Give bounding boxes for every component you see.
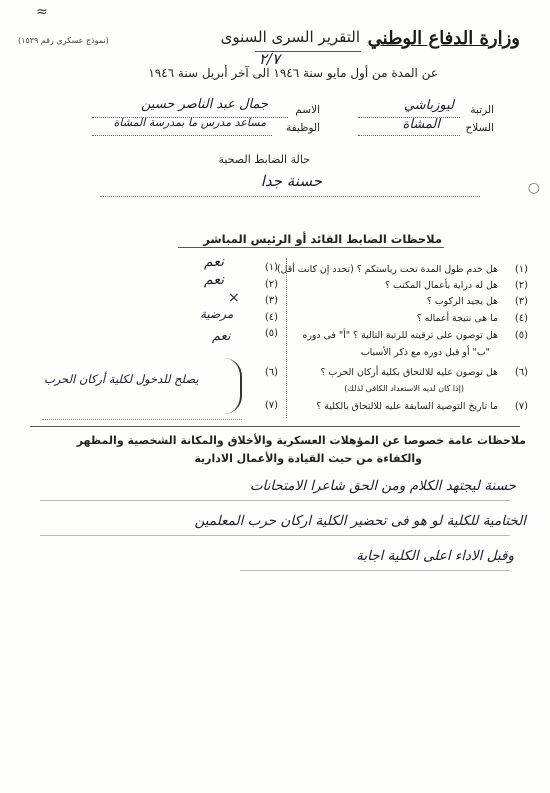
remarks-heading: ملاحظات الضابط القائد أو الرئيس المباشر	[203, 232, 442, 246]
health-value: حسنة جدا	[260, 172, 322, 190]
general-remark-line: الختامية للكلية لو هو فى تحضير الكلية اركان حرب المعلمين	[194, 513, 526, 529]
question-number: (٤)	[514, 313, 528, 324]
general-remark-line: حسنة ليجتهد الكلام ومن الحق شاعرا الامتحانات	[249, 478, 516, 494]
health-heading: حالة الضابط الصحية	[218, 153, 310, 166]
answer-bracket	[222, 358, 242, 414]
question-text: هل توصون على ترقيته للرتبة التالية ؟ "أ" فى دوره	[302, 330, 498, 341]
question-text: هل له دراية بأعمال المكتب ؟	[385, 280, 498, 291]
health-line	[100, 196, 480, 197]
question-text: ما تاريخ التوصية السابقة عليه للالتحاق بالكلية ؟	[316, 401, 498, 412]
report-title: التقرير السرى السنوى	[220, 28, 360, 46]
name-label: الاسم	[295, 104, 320, 116]
answer-value: نعم	[204, 254, 224, 270]
question-number: (١)	[514, 264, 528, 275]
question-number: (٥)	[514, 330, 528, 341]
job-line	[92, 135, 272, 136]
column-separator	[286, 258, 287, 418]
name-value: جمال عبد الناصر حسين	[141, 97, 268, 112]
top-mark: ٢/٧	[258, 50, 280, 68]
branch-value: المشاة	[402, 117, 440, 132]
answer-number: (٧)	[264, 400, 278, 411]
general-underline	[240, 570, 510, 571]
ministry-letterhead: وزارة الدفاع الوطني	[367, 28, 520, 49]
answer-number: (١)	[264, 262, 278, 273]
branch-line	[358, 135, 460, 136]
section-divider	[30, 426, 520, 427]
answer-number: (٣)	[264, 295, 278, 306]
general-heading-line1: ملاحظات عامة خصوصا عن المؤهلات العسكرية والأخلاق والمكانة الشخصية والمظهر	[76, 434, 526, 447]
answer-value: يصلح للدخول لكلية أركان الحرب	[44, 372, 199, 386]
question-number: (٢)	[514, 280, 528, 291]
question-text: هل توصون عليه للالتحاق بكلية أركان الحرب ؟	[320, 367, 498, 378]
question-number: (٧)	[514, 401, 528, 412]
general-underline	[40, 535, 510, 536]
rank-label: الرتبة	[470, 104, 494, 116]
answer-value: ×	[228, 290, 240, 306]
rank-value: ليوزباشي	[403, 98, 454, 113]
question-number: (٣)	[514, 296, 528, 307]
question-note: (إذا كان لديه الاستعداد الكافى لذلك)	[344, 384, 464, 393]
question-text: هل خدم طول المدة تحت رياستكم ؟ (تحدد إن كانت أقل)	[276, 264, 498, 275]
job-value: مساعد مدرس ما بمدرسة المشاة	[113, 116, 266, 129]
general-heading-line2: والكفاءة من حيث القيادة والأعمال الادارية	[194, 452, 422, 465]
answer-number: (٥)	[264, 328, 278, 339]
answer-line-7	[42, 419, 242, 420]
question-text: هل يجيد الركوب ؟	[426, 296, 498, 307]
answer-number: (٤)	[264, 312, 278, 323]
remarks-heading-underline	[178, 247, 444, 248]
margin-form-number: (نموذج عسكري رقم ١٥٣٩)	[18, 36, 109, 45]
question-text: "ب" أو قبل دوره مع ذكر الأسباب	[360, 347, 490, 358]
answer-number: (٦)	[264, 367, 278, 378]
general-remark-line: وقبل الاداء اعلى الكلية اجابة	[356, 548, 514, 564]
job-label: الوظيفة	[285, 122, 320, 134]
question-number: (٦)	[514, 367, 528, 378]
branch-label: السلاح	[465, 122, 494, 134]
punch-hole-icon: ○	[527, 180, 540, 196]
answer-value: نعم	[212, 329, 231, 344]
answer-value: مرضية	[200, 307, 234, 321]
report-period: عن المدة من أول مايو سنة ١٩٤٦ الى آخر أبريل سنة ١٩٤٦	[148, 66, 438, 80]
top-left-mark-icon: ≈	[36, 4, 48, 20]
general-underline	[40, 500, 510, 501]
answer-value: نعم	[204, 272, 224, 288]
question-text: ما هى نتيجة أعماله ؟	[416, 313, 498, 324]
answer-number: (٢)	[264, 279, 278, 290]
